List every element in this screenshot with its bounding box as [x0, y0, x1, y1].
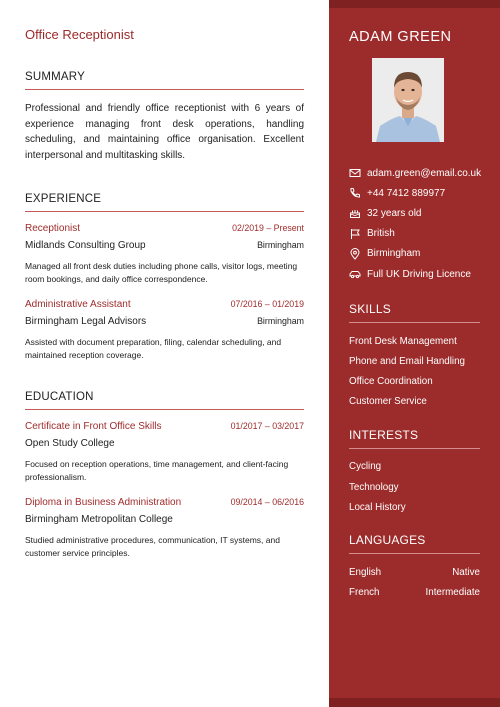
education-section: [25, 391, 304, 559]
contact-age: [349, 203, 480, 223]
interests-heading: INTERESTS: [349, 428, 480, 449]
contact-location: [349, 244, 480, 264]
contact-driving-licence: [349, 264, 480, 284]
contact-location-text: Birmingham: [367, 248, 421, 260]
contact-age-text: 32 years old: [367, 207, 422, 219]
experience-section: [25, 193, 304, 361]
entry-date: 07/2016 – 01/2019: [230, 299, 304, 309]
entry-subheader: [25, 316, 304, 327]
contact-nationality: [349, 224, 480, 244]
skill-item: Front Desk Management: [349, 335, 457, 347]
language-row: [349, 562, 480, 582]
entry-organisation: Birmingham Legal Advisors: [25, 316, 147, 327]
summary-section: [25, 71, 304, 163]
education-entry: [25, 497, 304, 559]
entry-institution: Birmingham Metropolitan College: [25, 514, 173, 525]
entry-description: Assisted with document preparation, filing, calendar scheduling, and maintained reception coverage.: [25, 337, 282, 360]
contact-email[interactable]: [349, 163, 480, 183]
language-level: Intermediate: [425, 587, 480, 599]
skill-item: Customer Service: [349, 396, 427, 408]
entry-role: Receptionist: [25, 223, 81, 234]
email-icon: [349, 167, 361, 179]
contact-driving-licence-text: Full UK Driving Licence: [367, 268, 471, 280]
language-name: French: [349, 587, 380, 599]
entry-role: Administrative Assistant: [25, 299, 131, 310]
car-icon: [349, 268, 361, 280]
entry-description: Focused on reception operations, time management, and client-facing professionalism.: [25, 459, 289, 482]
education-entry: [25, 421, 304, 483]
profile-photo-illustration: [372, 58, 444, 142]
skill-item: Office Coordination: [349, 376, 433, 388]
flag-icon: [349, 228, 361, 240]
entry-institution: Open Study College: [25, 438, 115, 449]
cake-icon: [349, 207, 361, 219]
entry-header: [25, 223, 304, 234]
interest-item: Cycling: [349, 461, 382, 473]
contact-phone-text: +44 7412 889977: [367, 187, 446, 199]
entry-header: [25, 299, 304, 310]
interest-item: Local History: [349, 501, 406, 513]
skills-heading: SKILLS: [349, 302, 480, 323]
entry-header: [25, 421, 304, 432]
entry-date: 09/2014 – 06/2016: [230, 497, 304, 507]
languages-heading: LANGUAGES: [349, 533, 480, 554]
contact-list: [349, 163, 480, 284]
sidebar-bottom-strip: [329, 698, 500, 707]
profile-photo: [372, 58, 444, 142]
languages-section: [349, 533, 480, 602]
summary-text: Professional and friendly office receptionist with 6 years of experience managing front desk operations, handling scheduling, and maintaining office organisation. Excellent interpersonal and multitasking skills.: [25, 103, 304, 161]
entry-qualification: Diploma in Business Administration: [25, 497, 182, 508]
entry-date: 02/2019 – Present: [232, 223, 304, 233]
entry-date: 01/2017 – 03/2017: [230, 421, 304, 431]
language-name: English: [349, 567, 382, 579]
entry-header: [25, 497, 304, 508]
experience-heading: EXPERIENCE: [25, 193, 304, 212]
interests-section: [349, 428, 480, 518]
experience-entry: [25, 223, 304, 285]
sidebar-top-strip: [329, 0, 500, 8]
education-heading: EDUCATION: [25, 391, 304, 410]
entry-subheader: [25, 514, 304, 525]
skill-item: Phone and Email Handling: [349, 355, 466, 367]
entry-description: Studied administrative procedures, communication, IT systems, and customer service principles.: [25, 535, 280, 558]
entry-subheader: [25, 240, 304, 251]
summary-heading: SUMMARY: [25, 71, 304, 90]
phone-icon: [349, 187, 361, 199]
job-title: Office Receptionist: [25, 27, 134, 42]
location-pin-icon: [349, 248, 361, 260]
candidate-name: ADAM GREEN: [349, 29, 452, 45]
experience-entry: [25, 299, 304, 361]
language-row: [349, 583, 480, 603]
skills-section: [349, 302, 480, 412]
entry-subheader: [25, 438, 304, 449]
entry-location: Birmingham: [257, 316, 304, 326]
sidebar: [329, 0, 500, 707]
entry-qualification: Certificate in Front Office Skills: [25, 421, 162, 432]
contact-phone[interactable]: [349, 183, 480, 203]
contact-email-text: adam.green@email.co.uk: [367, 167, 482, 179]
entry-organisation: Midlands Consulting Group: [25, 240, 146, 251]
interest-item: Technology: [349, 481, 399, 493]
entry-description: Managed all front desk duties including phone calls, visitor logs, meeting room bookings, and daily office correspondence.: [25, 261, 298, 284]
contact-nationality-text: British: [367, 228, 395, 240]
entry-location: Birmingham: [257, 240, 304, 250]
language-level: Native: [452, 567, 480, 579]
